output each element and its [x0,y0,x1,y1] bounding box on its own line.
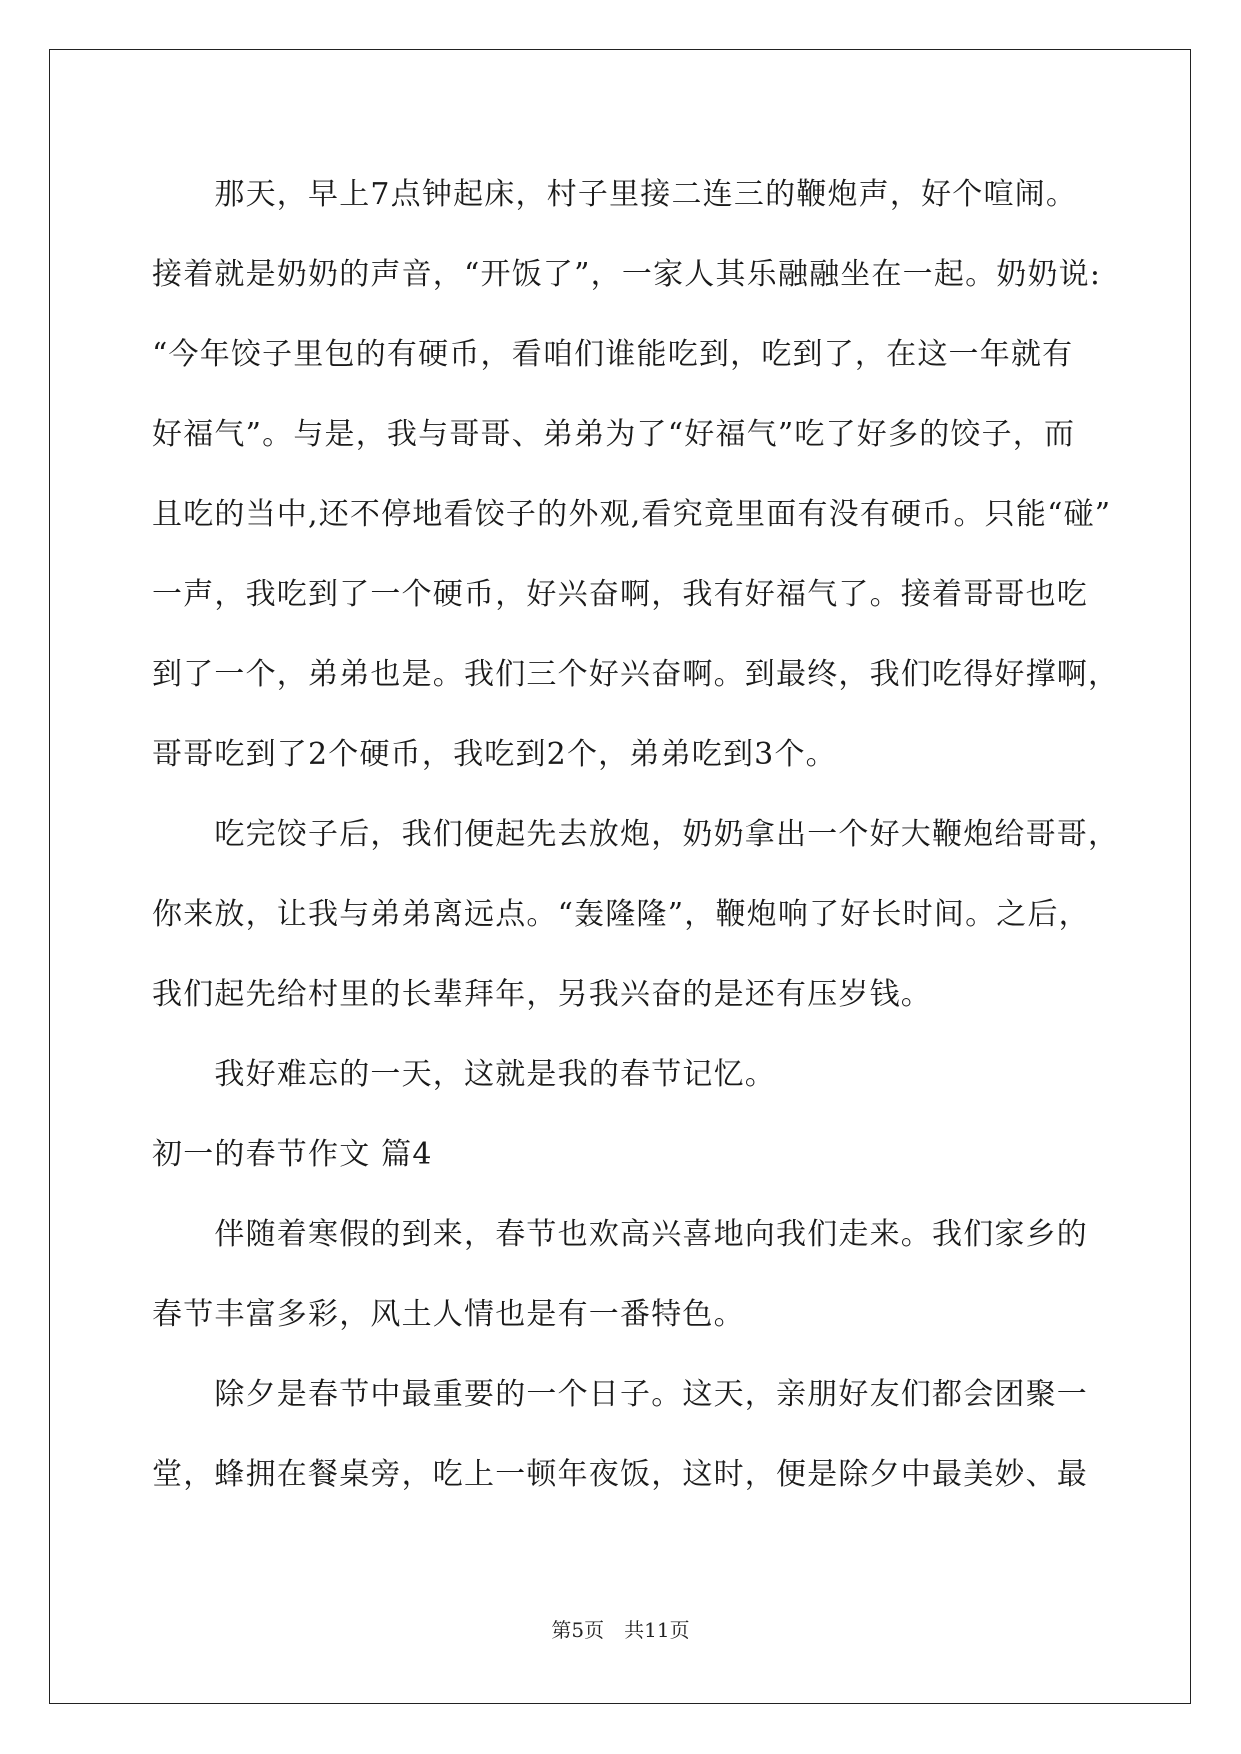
text-line: “今年饺子里包的有硬币，看咱们谁能吃到，吃到了，在这一年就有 [152,337,1074,372]
page-number-footer: 第5页 共11页 [551,1618,690,1642]
text-line: 堂，蜂拥在餐桌旁，吃上一顿年夜饭，这时，便是除夕中最美妙、最 [152,1457,1088,1492]
text-line: 伴随着寒假的到来，春节也欢高兴喜地向我们走来。我们家乡的 [152,1217,1088,1252]
text-line: 除夕是春节中最重要的一个日子。这天，亲朋好友们都会团聚一 [152,1377,1088,1412]
text-line: 到了一个，弟弟也是。我们三个好兴奋啊。到最终，我们吃得好撑啊， [152,657,1120,692]
text-line: 好福气”。与是，我与哥哥、弟弟为了“好福气”吃了好多的饺子，而 [152,417,1076,452]
text-line: 你来放，让我与弟弟离远点。“轰隆隆”，鞭炮响了好长时间。之后， [152,897,1090,932]
text-line: 那天，早上7点钟起床，村子里接二连三的鞭炮声，好个喧闹。 [152,177,1078,212]
section-heading: 初一的春节作文 篇4 [152,1137,433,1172]
text-line: 吃完饺子后，我们便起先去放炮，奶奶拿出一个好大鞭炮给哥哥， [152,817,1120,852]
text-line: 一声，我吃到了一个硬币，好兴奋啊，我有好福气了。接着哥哥也吃 [152,577,1088,612]
text-line: 接着就是奶奶的声音，“开饭了”，一家人其乐融融坐在一起。奶奶说: [152,257,1102,292]
text-line: 我好难忘的一天，这就是我的春节记忆。 [152,1057,776,1092]
text-line: 哥哥吃到了2个硬币，我吃到2个，弟弟吃到3个。 [152,737,837,772]
text-line: 春节丰富多彩，风土人情也是有一番特色。 [152,1297,745,1332]
text-line: 且吃的当中,还不停地看饺子的外观,看究竟里面有没有硬币。只能“碰” [152,497,1112,532]
text-line: 我们起先给村里的长辈拜年，另我兴奋的是还有压岁钱。 [152,977,932,1012]
